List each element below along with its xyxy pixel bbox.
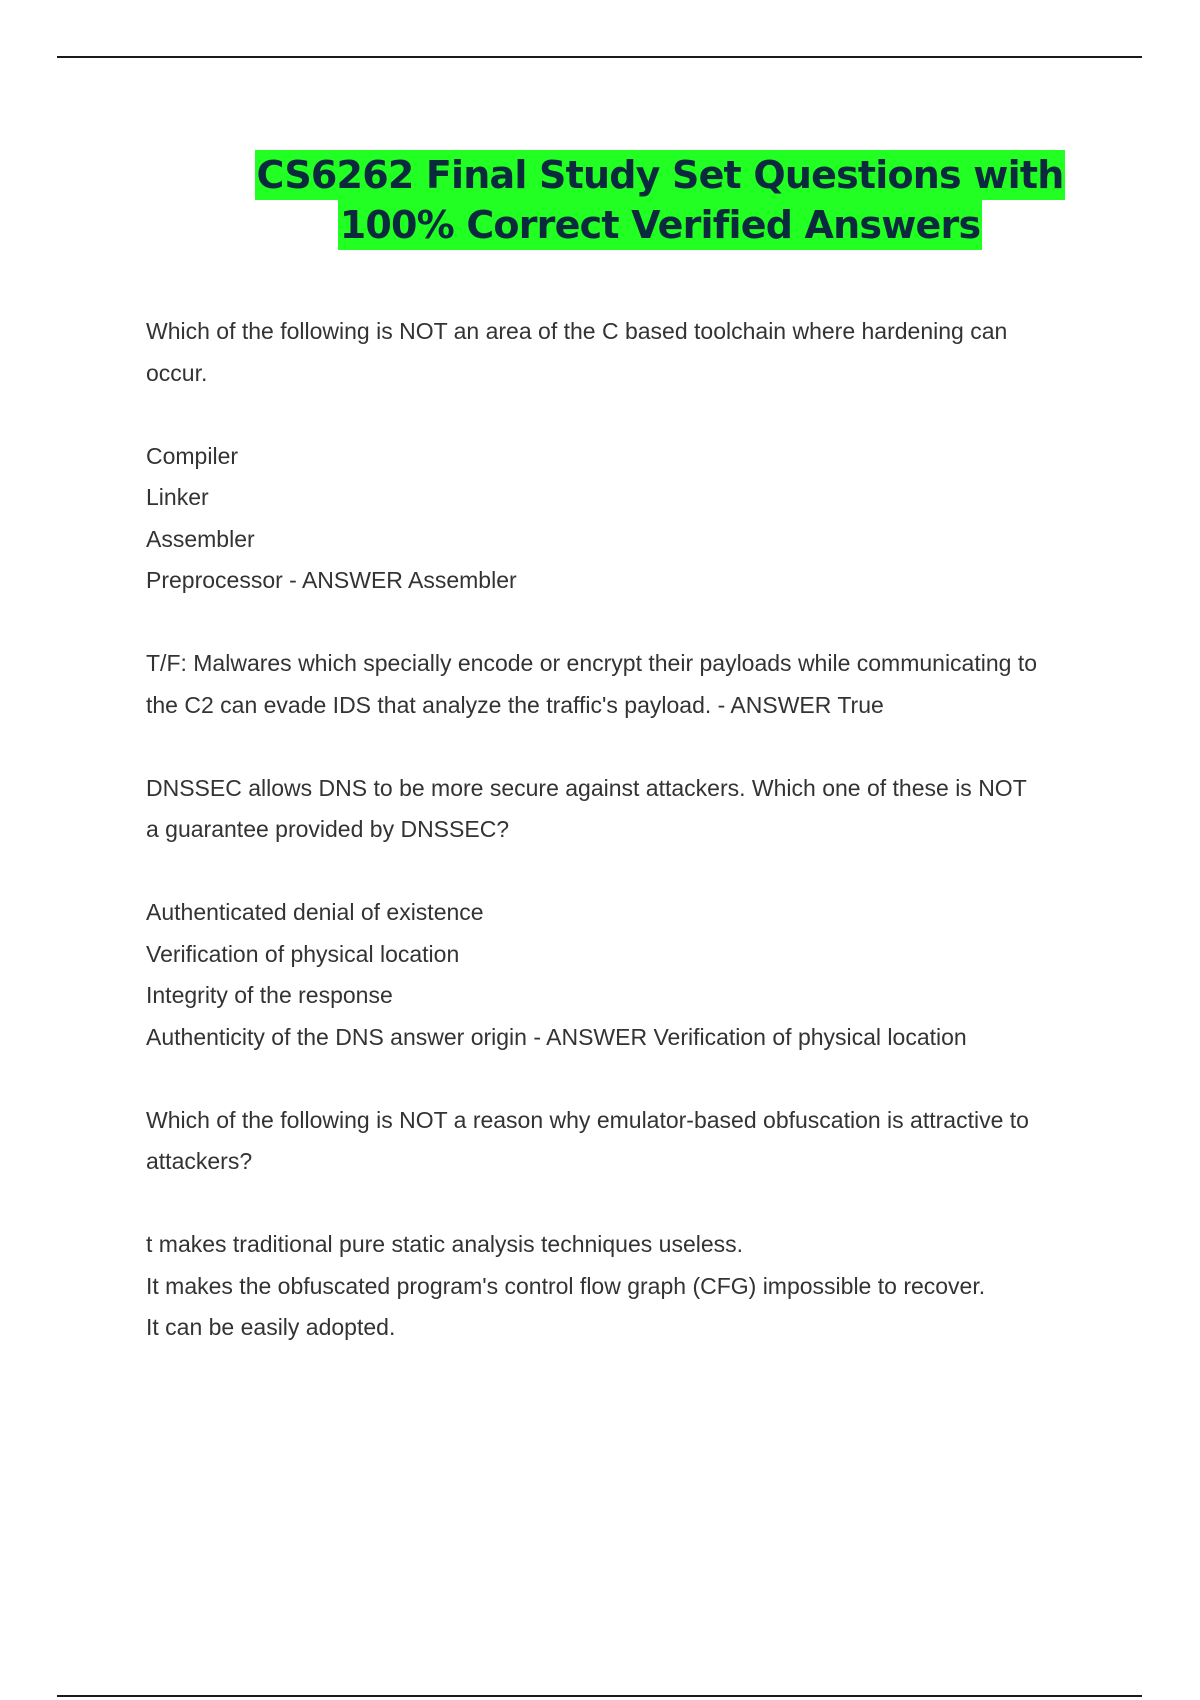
title-line-2: 100% Correct Verified Answers <box>338 200 983 250</box>
question-1-option: Linker <box>146 484 209 510</box>
question-4-prompt-line-1: Which of the following is NOT a reason why emulator-based obfuscation is attractive to <box>146 1106 1029 1133</box>
question-2 <box>146 643 1106 726</box>
question-4-option: It can be easily adopted. <box>146 1314 396 1340</box>
question-3 <box>146 768 1106 851</box>
header-rule <box>57 56 1142 58</box>
question-4-prompt-line-2: attackers? <box>146 1148 253 1174</box>
question-3-options <box>146 892 1106 1058</box>
question-1-option: Compiler <box>146 442 239 469</box>
question-list <box>146 311 1106 1349</box>
question-1-prompt-line-1: Which of the following is NOT an area of the C based toolchain where hardening can <box>146 318 1008 344</box>
question-1 <box>146 311 1106 394</box>
question-4-option: It makes the obfuscated program's control flow graph (CFG) impossible to recover. <box>146 1272 986 1299</box>
title-line-1: CS6262 Final Study Set Questions with <box>255 150 1066 200</box>
question-3-prompt-line-1: DNSSEC allows DNS to be more secure against attackers. Which one of these is NOT <box>146 774 1027 801</box>
question-1-option: Assembler <box>146 525 255 552</box>
question-3-option: Integrity of the response <box>146 982 393 1008</box>
question-1-prompt-line-2: occur. <box>146 359 208 386</box>
question-4 <box>146 1100 1106 1183</box>
question-2-prompt-line-1: T/F: Malwares which specially encode or encrypt their payloads while communicating to <box>146 650 1038 676</box>
footer-rule <box>57 1695 1142 1697</box>
question-1-options <box>146 436 1106 602</box>
question-3-option: Authenticated denial of existence <box>146 899 484 925</box>
question-3-option: Verification of physical location <box>146 940 460 967</box>
question-4-options <box>146 1224 1106 1349</box>
question-1-option-with-answer: Preprocessor - ANSWER Assembler <box>146 567 517 593</box>
question-3-prompt-line-2: a guarantee provided by DNSSEC? <box>146 816 510 842</box>
question-2-prompt-line-2: the C2 can evade IDS that analyze the traffic's payload. - ANSWER True <box>146 691 884 718</box>
question-4-option: t makes traditional pure static analysis techniques useless. <box>146 1231 744 1257</box>
question-3-option-with-answer: Authenticity of the DNS answer origin - ANSWER Verification of physical location <box>146 1023 967 1050</box>
document-title <box>240 150 1080 250</box>
